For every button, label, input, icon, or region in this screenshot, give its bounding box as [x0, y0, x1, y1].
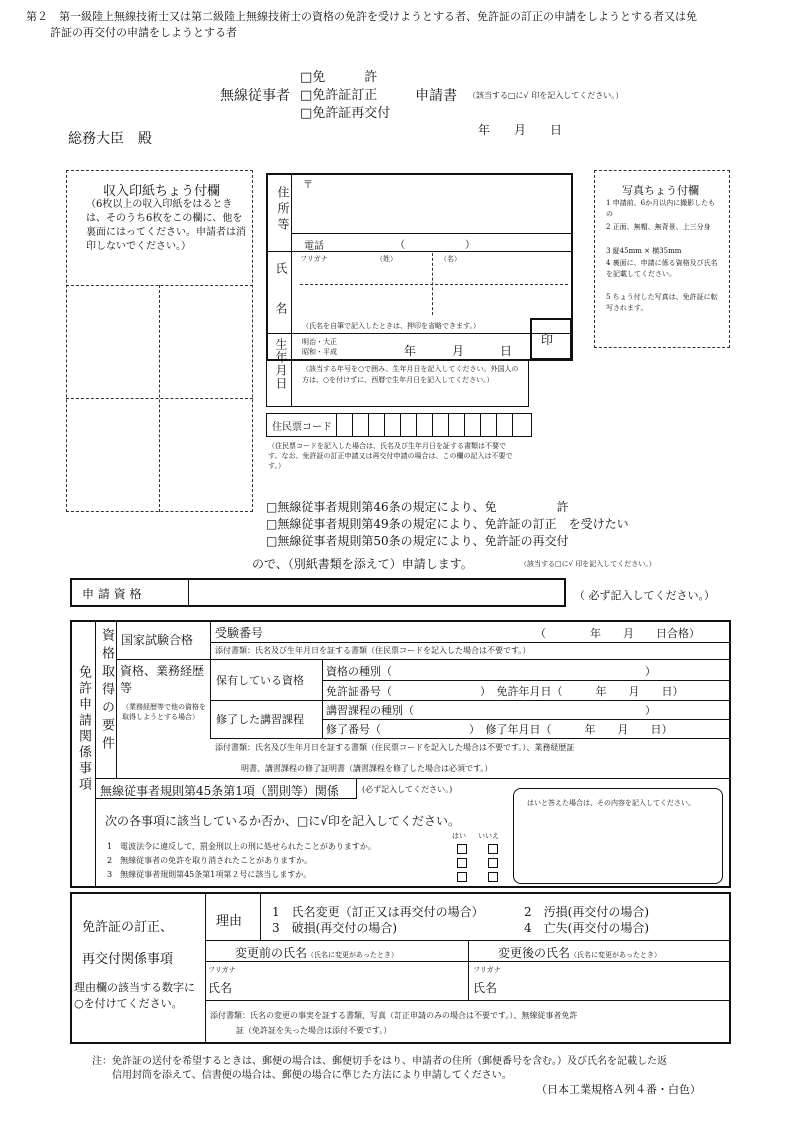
title-option-correction[interactable]: □免許証訂正	[300, 88, 378, 103]
title-prefix: 無線従事者	[220, 88, 290, 104]
license-number-input[interactable]: 免許証番号（ ） 免許年月日（ 年 月 日）	[326, 685, 684, 698]
disqualification-label: 無線従事者規則第45条第1項（罰則等）関係	[100, 784, 339, 798]
header-line-2: 許証の再交付の申請をしようとする者	[50, 26, 237, 39]
after-furigana: フリガナ	[473, 966, 501, 974]
name-note: （氏名を自筆で記入したときは、押印を省略できます。）	[302, 322, 480, 330]
disq-item-2: 2 無線従事者の免許を取り消されたことがありますか。	[107, 856, 313, 865]
seal-label: 印	[541, 333, 554, 347]
correction-attach-2: 証（免許証を失った場合は添付不要です。）	[236, 1026, 392, 1035]
license-side-label: 免許申請関係事項	[76, 665, 91, 793]
exam-pass-date[interactable]: （ 年 月 日合格）	[535, 627, 700, 640]
disq-1-no-checkbox[interactable]	[486, 842, 500, 855]
correction-attach: 添付書類：氏名の変更の事実を証する書類、写真（訂正申請のみの場合は不要です。）、無線従事者免許	[210, 1011, 578, 1020]
stamp-box-text: （6枚以上の収入印紙をはるときは、そのうち6枚をこの欄に、他を裏面にはってください。申請者は消印しないでください。）	[86, 199, 246, 252]
title-option-license[interactable]: □免 許	[300, 70, 378, 85]
address-label: 住所等	[276, 186, 290, 234]
after-name-label: 氏名	[473, 981, 498, 995]
rules-note: （該当する□に√ 印を記入してください。）	[520, 560, 656, 568]
resident-code-input[interactable]	[338, 414, 530, 436]
addressee: 総務大臣 殿	[68, 131, 152, 147]
disq-3-no-checkbox[interactable]	[486, 870, 500, 883]
reason-1[interactable]: 1 氏名変更（訂正又は再交付の場合）	[272, 905, 484, 919]
photo-box-item-5: 5 ちょう付した写真は、免許証に転写されます。	[606, 293, 718, 312]
name-after-input[interactable]	[505, 966, 727, 998]
resident-code-label: 住民票コード	[272, 422, 332, 433]
disq-3-yes-checkbox[interactable]	[455, 870, 469, 883]
name-before-label: 変更前の氏名（氏名に変更があったとき）	[235, 946, 398, 960]
no-header: いいえ	[478, 832, 499, 840]
phone-input[interactable]: （ ）	[395, 240, 475, 251]
course-number-input[interactable]: 修了番号（ ） 修了年月日（ 年 月 日）	[326, 723, 673, 736]
birth-note: （該当する年号を○で囲み、生年月日を記入してください。外国人の方は、○を付けずに、西暦で生年月日を記入してください。）	[302, 365, 519, 384]
correction-label-2: 再交付関係事項	[82, 952, 174, 967]
rules-closing: ので、（別紙書類を添えて）申請します。	[252, 557, 473, 571]
phone-label: 電話	[304, 241, 324, 252]
surname-label: （姓）	[376, 255, 397, 263]
correction-label-1: 免許証の訂正、	[82, 920, 174, 935]
disqualification-must: (必ず記入してください。)	[362, 785, 453, 794]
date-field[interactable]: 年 月 日	[478, 123, 563, 137]
attach-1: 添付書類：氏名及び生年月日を証する書類（住民票コードを記入した場合は不要です。）	[215, 646, 531, 655]
disq-item-3: 3 無線従事者規則第45条第1項第２号に該当しますか。	[107, 870, 312, 879]
reason-label: 理由	[216, 914, 243, 929]
header-line-1: 第２ 第一級陸上無線技術士又は第二級陸上無線技術士の資格の免許を受けようとする者、免許証の訂正の申請をしようとする者又は免	[26, 10, 697, 23]
photo-box-item-4: 4 裏面に、申請に係る資格及び氏名を記載してください。	[606, 259, 718, 278]
photo-box-item-3: 3 縦45mm × 横35mm	[606, 247, 682, 255]
reason-2[interactable]: 2 汚損(再交付の場合)	[524, 905, 649, 919]
stamp-box-title: 収入印紙ちょう付欄	[103, 184, 221, 199]
disq-1-yes-checkbox[interactable]	[455, 842, 469, 855]
paper-spec: （日本工業規格Ａ列４番・白色）	[536, 1083, 701, 1096]
photo-box-item-1: 1 申請前、6か月以内に撮影したもの	[606, 199, 716, 218]
given-name-label: （名）	[440, 255, 461, 263]
course-label: 修了した講習課程	[216, 713, 304, 726]
qualification-label: 申 請 資 格	[82, 587, 142, 601]
footer-note-1: 注：免許証の送付を希望するときは、郵便の場合は、郵便切手をはり、申請者の住所（郵便番号を含む。）及び氏名を記載した返	[92, 1056, 667, 1067]
yes-note: はいと答えた場合は、その内容を記入してください。	[527, 799, 695, 807]
reason-3[interactable]: 3 破損(再交付の場合)	[272, 921, 397, 935]
attach-2: 添付書類：氏名及び生年月日を証する書類（住民票コードを記入した場合は不要です。）、業務経歴証	[215, 743, 575, 752]
name-input[interactable]	[300, 264, 568, 314]
birth-label: 生年月日	[274, 338, 288, 390]
rule-50-checkbox[interactable]: □無線従事者規則第50条の規定により、免許証の再交付	[266, 534, 569, 548]
name-label: 氏名	[274, 262, 288, 342]
qualification-type-input[interactable]: 資格の種別（ ）	[326, 665, 656, 678]
birth-date-input[interactable]: 年 月 日	[404, 344, 513, 358]
disq-2-yes-checkbox[interactable]	[455, 856, 469, 869]
rule-46-checkbox[interactable]: □無線従事者規則第46条の規定により、免 許	[266, 500, 569, 514]
attach-2b: 明書、講習課程の修了証明書（講習課程を修了した場合は必須です。）	[241, 764, 493, 773]
photo-box-title: 写真ちょう付欄	[622, 184, 699, 197]
postal-mark: 〒	[303, 180, 313, 191]
birth-eras[interactable]: 明治・大正 昭和・平成	[302, 338, 337, 356]
held-qualification-label: 保有している資格	[216, 674, 304, 687]
title-option-reissue[interactable]: □免許証再交付	[300, 106, 391, 121]
exam-number-label: 受験番号	[215, 626, 264, 640]
disqualification-intro: 次の各事項に該当しているか否か、□に√印を記入してください。	[105, 814, 460, 828]
address-input[interactable]	[300, 192, 568, 230]
photo-box-item-2: 2 正面、無帽、無背景、上三分身	[606, 223, 711, 231]
reason-4[interactable]: 4 亡失(再交付の場合)	[524, 921, 649, 935]
career-label: 資格、業務経歴等	[120, 664, 205, 695]
footer-note-2: 信用封筒を添えて、信書便の場合は、郵便の場合に準じた方法により申請してください。	[112, 1070, 512, 1081]
national-exam-label: 国家試験合格	[121, 633, 194, 647]
name-before-input[interactable]	[240, 966, 464, 998]
correction-label-3: 理由欄の該当する数字に○を付けてください。	[74, 981, 195, 1010]
before-furigana: フリガナ	[208, 966, 236, 974]
disq-item-1: 1 電波法令に違反して、罰金刑以上の刑に処せられたことがありますか。	[107, 842, 376, 851]
resident-code-note: （住民票コードを記入した場合は、氏名及び生年月日を証する書類は不要です。なお、免許証の訂正申請又は再交付申請の場合は、この欄の記入は不要です。）	[268, 442, 513, 470]
name-furigana-label: フリガナ	[300, 255, 328, 263]
qualification-note: （ 必ず記入してください。）	[574, 589, 715, 602]
qualification-input[interactable]	[192, 581, 562, 605]
before-name-label: 氏名	[208, 981, 233, 995]
disq-2-no-checkbox[interactable]	[486, 856, 500, 869]
career-note: （業務経歴等で他の資格を取得しようとする場合）	[122, 703, 206, 721]
yes-header: はい	[452, 832, 466, 840]
name-after-label: 変更後の氏名（氏名に変更があったとき）	[498, 946, 661, 960]
title-note: （該当する□に√ 印を記入してください。）	[468, 91, 624, 100]
course-type-input[interactable]: 講習課程の種別（ ）	[326, 704, 656, 717]
requirement-label: 資格取得の要件	[99, 628, 114, 754]
rule-49-checkbox[interactable]: □無線従事者規則第49条の規定により、免許証の訂正 を受けたい	[266, 517, 629, 531]
title-suffix: 申請書	[415, 88, 457, 104]
